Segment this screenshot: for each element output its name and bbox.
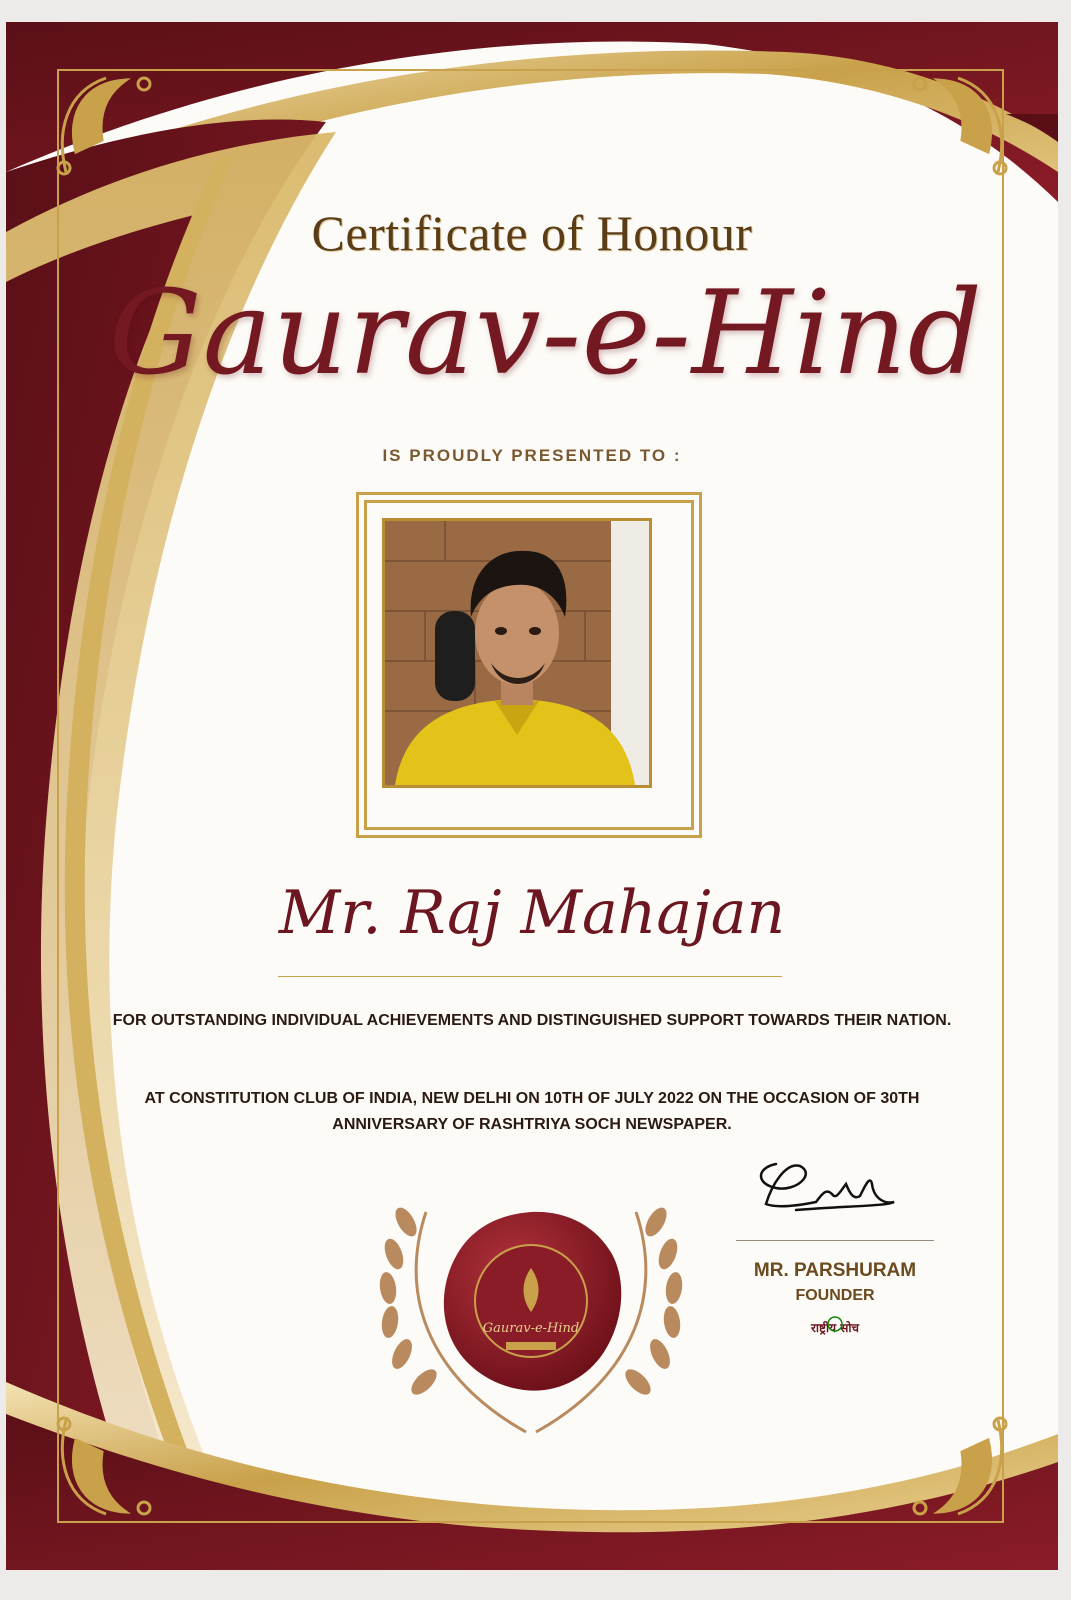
- signature-line: [736, 1240, 934, 1241]
- founder-signature: [736, 1144, 906, 1234]
- citation-achievement: FOR OUTSTANDING INDIVIDUAL ACHIEVEMENTS AND DISTINGUISHED SUPPORT TOWARDS THEIR NATION.: [112, 1012, 952, 1029]
- brand-logo-text: राष्ट्रीय सोच: [810, 1321, 860, 1335]
- rashtriya-soch-logo: [760, 1310, 910, 1346]
- wax-seal-with-laurel: [366, 1182, 696, 1442]
- wax-seal-icon: [436, 1206, 626, 1396]
- founder-role: FOUNDER: [795, 1287, 875, 1304]
- recipient-photo: [382, 518, 652, 788]
- citation-occasion: AT CONSTITUTION CLUB OF INDIA, NEW DELHI ON 10TH OF JULY 2022 ON THE OCCASION OF 30TH ANNIVERSARY OF RASHTRIYA SOCH NEWSPAPER.: [144, 1090, 920, 1133]
- certificate-page: [6, 22, 1058, 1570]
- seal-text: Gaurav-e-Hind: [482, 1321, 580, 1336]
- presented-to-label: IS PROUDLY PRESENTED TO :: [382, 446, 682, 465]
- recipient-photo-frame: [364, 500, 694, 830]
- certificate-heading: Certificate of Honour: [311, 205, 753, 261]
- recipient-name: Mr. Raj Mahajan: [278, 878, 786, 948]
- award-title: Gaurav-e-Hind: [109, 266, 983, 401]
- name-underline: [278, 976, 782, 977]
- founder-name: MR. PARSHURAM: [753, 1260, 917, 1281]
- recipient-portrait-image: [385, 521, 649, 785]
